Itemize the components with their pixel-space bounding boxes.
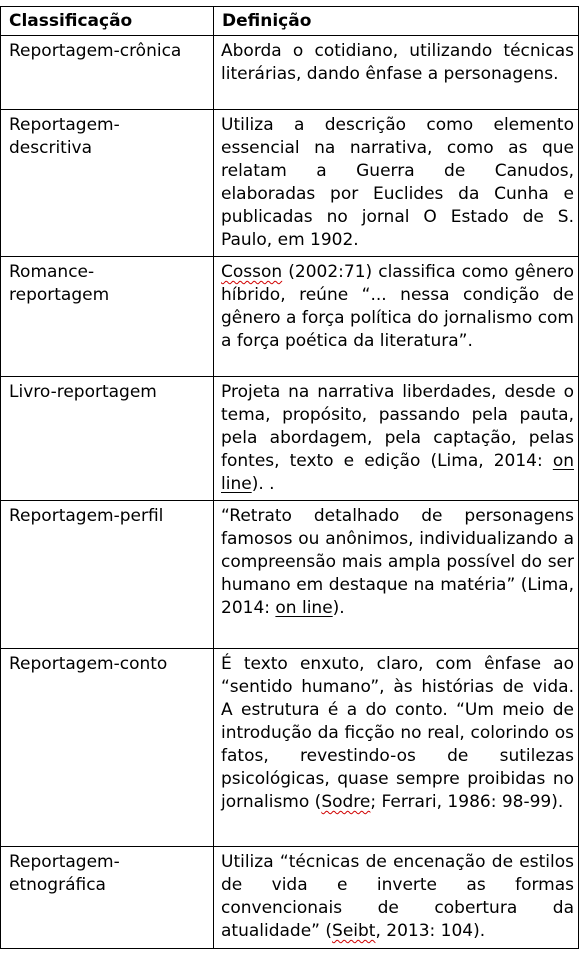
spellcheck-word: Seibt	[332, 921, 376, 941]
spellcheck-word: Cosson	[221, 262, 283, 282]
definition-cell: Projeta na narrativa liberdades, desde o tema, propósito, passando pela pauta, pela abordagem, pela captação, pelas fontes, texto e edição (Lima, 2014: on line). .	[214, 377, 579, 501]
term-cell: Reportagem-conto	[1, 649, 214, 847]
table-row	[1, 110, 579, 257]
definition-cell: Utiliza a descrição como elemento essencial na narrativa, como as que relatam a Guerra de Canudos, elaboradas por Euclides da Cunha e publicadas no jornal O Estado de S. Paulo, em 1902.	[214, 110, 579, 257]
term-cell: Reportagem- descritiva	[1, 110, 214, 257]
term-cell: Livro-reportagem	[1, 377, 214, 501]
table-row	[1, 501, 579, 649]
table-header-row	[1, 7, 579, 36]
header-classificacao: Classificação	[1, 7, 214, 36]
definition-cell: Utiliza “técnicas de encenação de estilos de vida e inverte as formas convencionais de cobertura da atualidade” (Seibt, 2013: 104).	[214, 847, 579, 949]
table-row	[1, 847, 579, 949]
classification-table	[0, 6, 579, 949]
table-row	[1, 257, 579, 377]
term-cell: Romance- reportagem	[1, 257, 214, 377]
term-cell: Reportagem-crônica	[1, 36, 214, 110]
term-cell: Reportagem-perfil	[1, 501, 214, 649]
table-row	[1, 377, 579, 501]
table-row	[1, 36, 579, 110]
definition-cell: Cosson (2002:71) classifica como gênero híbrido, reúne “... nessa condição de gênero a força política do jornalismo com a força poética da literatura”.	[214, 257, 579, 377]
spellcheck-word: Sodre	[321, 792, 371, 812]
definition-cell: Aborda o cotidiano, utilizando técnicas literárias, dando ênfase a personagens.	[214, 36, 579, 110]
table-row	[1, 649, 579, 847]
term-cell: Reportagem- etnográfica	[1, 847, 214, 949]
header-definicao: Definição	[214, 7, 579, 36]
definition-cell: É texto enxuto, claro, com ênfase ao “sentido humano”, às histórias de vida. A estrutura é a do conto. “Um meio de introdução da ficção no real, colorindo os fatos, revestindo-os de sutilezas psicológicas, quase sempre proibidas no jornalismo (Sodre; Ferrari, 1986: 98-99).	[214, 649, 579, 847]
definition-cell: “Retrato detalhado de personagens famosos ou anônimos, individualizando a compreensão mais ampla possível do ser humano em destaque na matéria” (Lima, 2014: on line).	[214, 501, 579, 649]
